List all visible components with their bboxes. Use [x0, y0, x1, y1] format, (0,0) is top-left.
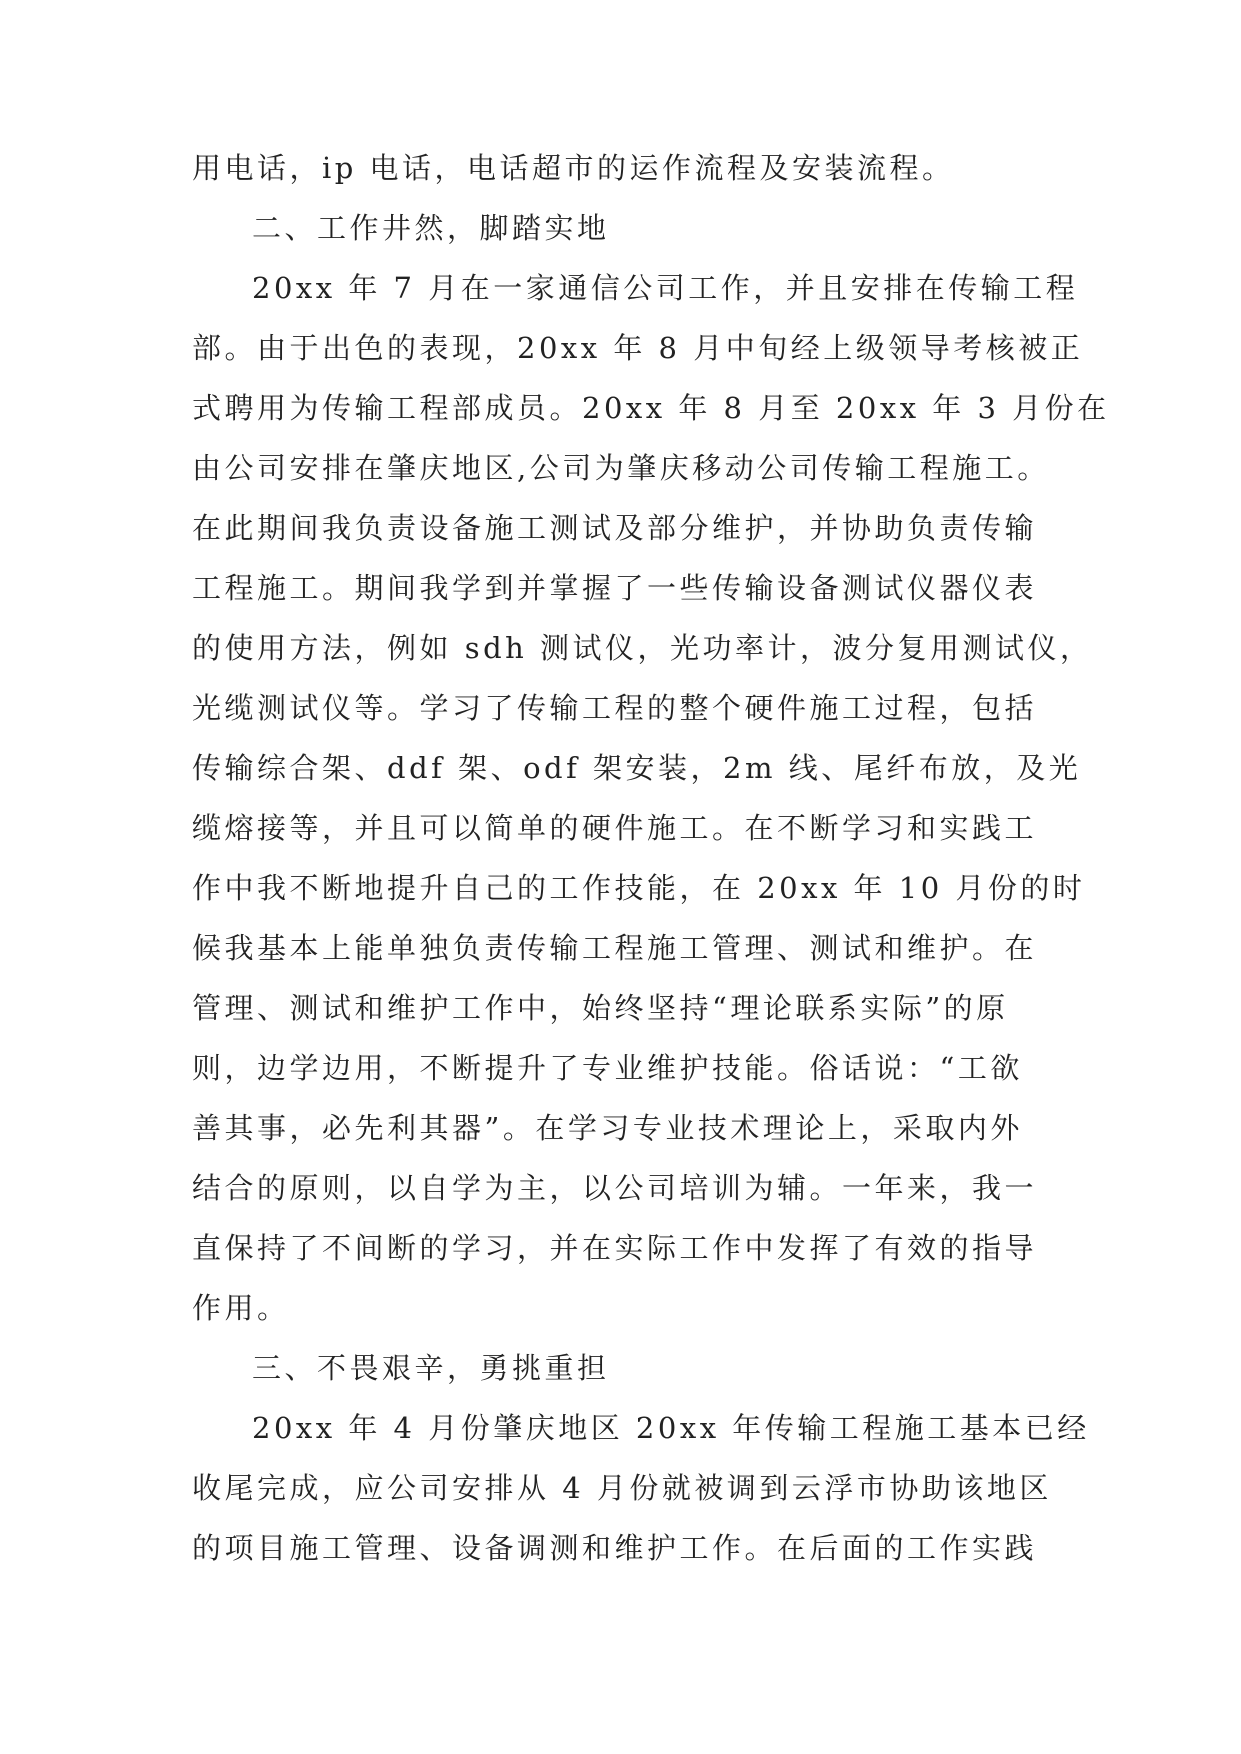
- text-line: 候我基本上能单独负责传输工程施工管理、测试和维护。在: [192, 931, 1038, 965]
- text-line: 的使用方法，例如 sdh 测试仪，光功率计，波分复用测试仪，: [192, 631, 1093, 665]
- text-line: 收尾完成，应公司安排从 4 月份就被调到云浮市协助该地区: [192, 1471, 1052, 1505]
- text-line: 由公司安排在肇庆地区,公司为肇庆移动公司传输工程施工。: [192, 451, 1050, 485]
- text-line: 传输综合架、ddf 架、odf 架安装，2m 线、尾纤布放，及光: [192, 751, 1082, 785]
- text-line: 的项目施工管理、设备调测和维护工作。在后面的工作实践: [192, 1531, 1038, 1565]
- text-line: 结合的原则，以自学为主，以公司培训为辅。一年来，我一: [192, 1171, 1038, 1205]
- text-line: 用电话，ip 电话，电话超市的运作流程及安装流程。: [192, 151, 955, 185]
- text-line: 管理、测试和维护工作中，始终坚持“理论联系实际”的原: [192, 991, 1009, 1025]
- text-line: 工程施工。期间我学到并掌握了一些传输设备测试仪器仪表: [192, 571, 1038, 605]
- text-line: 部。由于出色的表现，20xx 年 8 月中旬经上级领导考核被正: [192, 331, 1084, 365]
- text-line: 直保持了不间断的学习，并在实际工作中发挥了有效的指导: [192, 1231, 1038, 1265]
- text-line: 作用。: [192, 1291, 290, 1325]
- text-line: 作中我不断地提升自己的工作技能，在 20xx 年 10 月份的时: [192, 871, 1086, 905]
- text-line: 则，边学边用，不断提升了专业维护技能。俗话说：“工欲: [192, 1051, 1023, 1085]
- text-line: 在此期间我负责设备施工测试及部分维护，并协助负责传输: [192, 511, 1038, 545]
- section-heading: 二、工作井然，脚踏实地: [252, 211, 610, 245]
- text-line: 光缆测试仪等。学习了传输工程的整个硬件施工过程，包括: [192, 691, 1038, 725]
- body-text: [192, 138, 1110, 1578]
- text-line: 式聘用为传输工程部成员。20xx 年 8 月至 20xx 年 3 月份在: [192, 391, 1110, 425]
- text-line: 善其事，必先利其器”。在学习专业技术理论上，采取内外: [192, 1111, 1023, 1145]
- paragraph-start: 20xx 年 7 月在一家通信公司工作，并且安排在传输工程: [252, 271, 1079, 305]
- paragraph-start: 20xx 年 4 月份肇庆地区 20xx 年传输工程施工基本已经: [252, 1411, 1090, 1445]
- section-heading: 三、不畏艰辛，勇挑重担: [252, 1351, 610, 1385]
- text-line: 缆熔接等，并且可以简单的硬件施工。在不断学习和实践工: [192, 811, 1038, 845]
